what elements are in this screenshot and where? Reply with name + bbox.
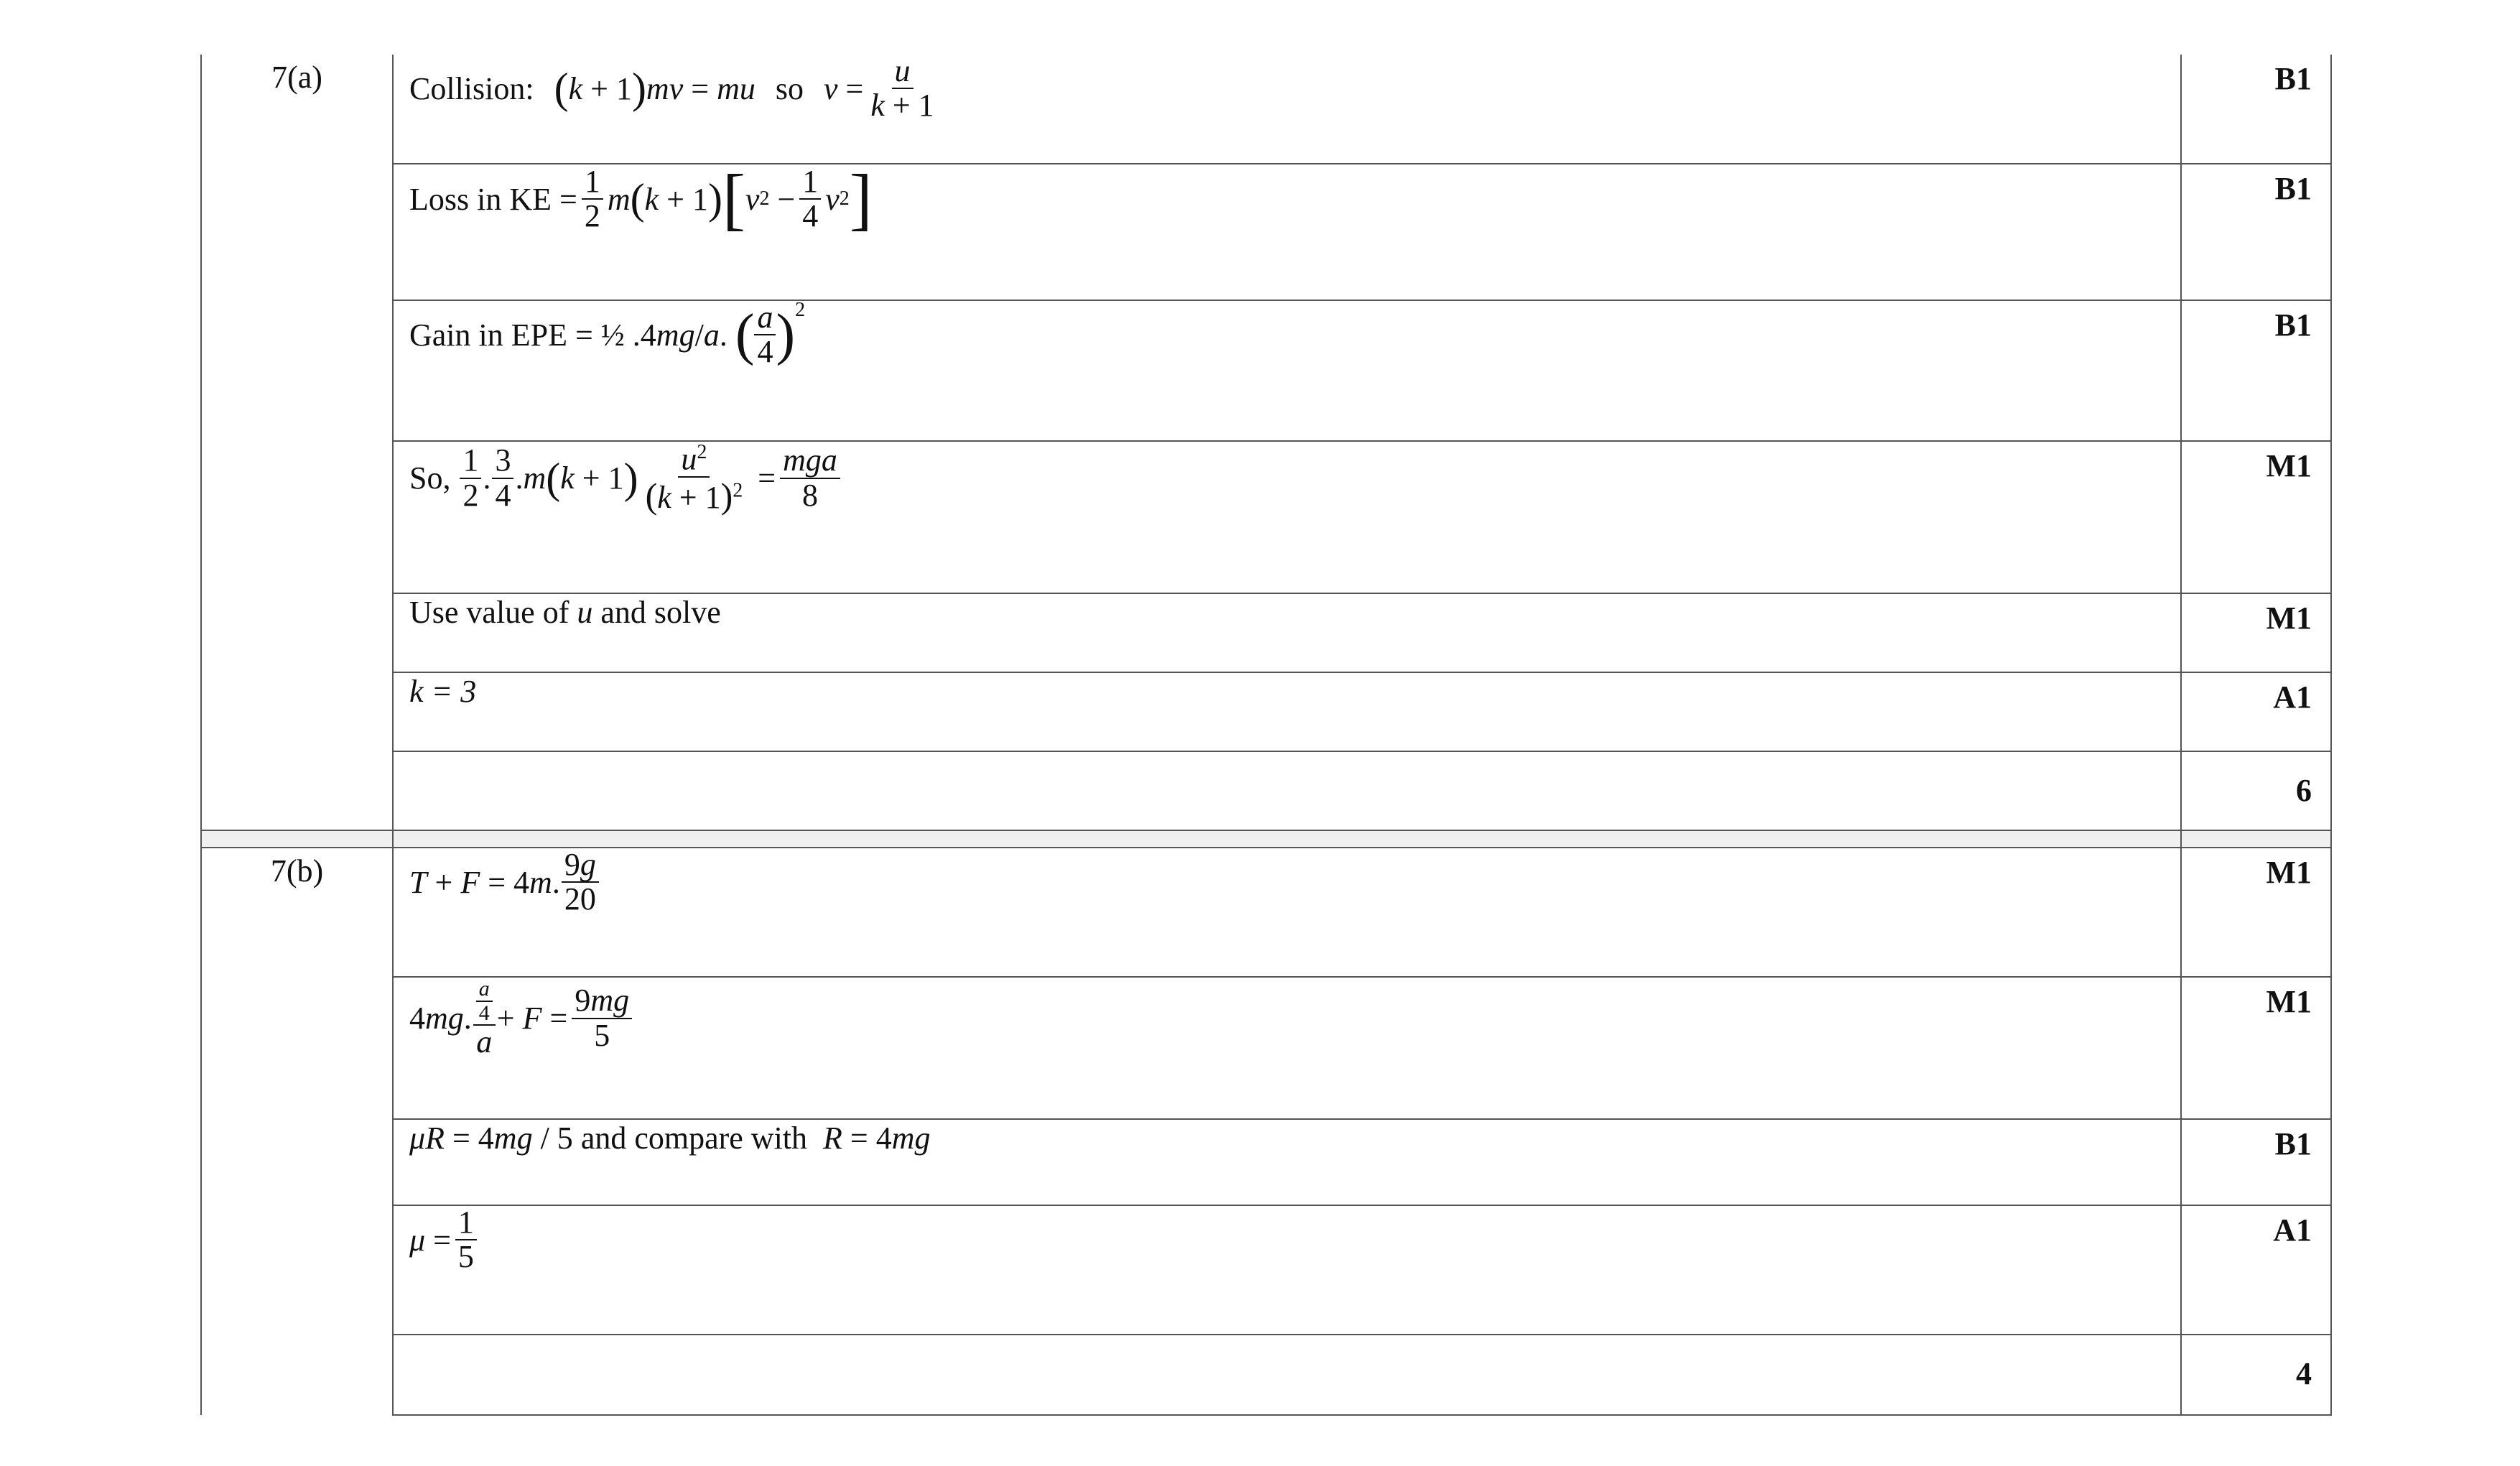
total-mark: 4 bbox=[2296, 1356, 2312, 1391]
mark-value: B1 bbox=[2274, 307, 2312, 343]
answer-cell bbox=[393, 848, 2181, 977]
question-cell-7b bbox=[201, 848, 393, 1415]
answer-mu: μ = $\frac{1}{5}$ bbox=[394, 1206, 2180, 1274]
mark-cell-total bbox=[2181, 1335, 2331, 1415]
mark-scheme-table bbox=[200, 55, 2332, 1416]
tension-equation: 4 mg . $\frac{\frac{a}{4}}{a}$ + F = $\frac{9mg}{5}$ bbox=[394, 978, 2180, 1059]
mark-value: A1 bbox=[2273, 679, 2312, 715]
mark-cell bbox=[2181, 848, 2331, 977]
mark-cell bbox=[2181, 593, 2331, 672]
answer-cell-empty bbox=[393, 1335, 2181, 1415]
answer-cell bbox=[393, 300, 2181, 441]
loss-ke-equation: Loss in KE = $\frac{1}{2}$ m ( k + 1 ) [ v 2 − $\frac{1}{4}$ v 2 ] bbox=[409, 160, 873, 237]
mark-value: M1 bbox=[2266, 984, 2312, 1019]
collision-equation: Collision: ( k + 1 ) mv = mu so v = $\frac{u}{k + 1}$ bbox=[409, 53, 934, 124]
question-label: 7(b) bbox=[270, 853, 324, 889]
answer-k: k = 3 bbox=[409, 674, 477, 709]
mark-cell bbox=[2181, 1205, 2331, 1335]
force-equation: T + F = 4 m . $\frac{9g}{20}$ bbox=[394, 848, 2180, 916]
mark-cell-total bbox=[2181, 751, 2331, 830]
answer-cell bbox=[393, 1119, 2181, 1205]
question-label: 7(a) bbox=[271, 60, 322, 95]
mark-value: M1 bbox=[2266, 448, 2312, 483]
mark-value: A1 bbox=[2273, 1212, 2312, 1248]
method-note: Use value of u and solve bbox=[409, 595, 721, 630]
answer-cell bbox=[393, 160, 2181, 300]
answer-cell bbox=[393, 977, 2181, 1119]
gain-epe-equation: Gain in EPE = ½ .4 mg / a . ( $\frac{a}{4}$ ) $^2$ bbox=[409, 299, 806, 370]
mark-cell bbox=[2181, 441, 2331, 593]
answer-cell bbox=[393, 55, 2181, 164]
answer-cell bbox=[393, 441, 2181, 593]
mark-value: B1 bbox=[2274, 171, 2312, 206]
answer-cell bbox=[393, 672, 2181, 751]
mark-cell bbox=[2181, 164, 2331, 300]
mark-cell bbox=[2181, 977, 2331, 1119]
section-separator bbox=[201, 830, 2331, 848]
mark-value: M1 bbox=[2266, 855, 2312, 890]
total-mark: 6 bbox=[2296, 773, 2312, 808]
mark-cell bbox=[2181, 1119, 2331, 1205]
mark-cell bbox=[2181, 55, 2331, 164]
question-cell-7a bbox=[201, 55, 393, 830]
answer-cell bbox=[393, 1205, 2181, 1335]
answer-cell bbox=[393, 593, 2181, 672]
mark-value: B1 bbox=[2274, 1126, 2312, 1161]
friction-comparison: μR = 4 mg / 5 and compare with R = 4 mg bbox=[409, 1121, 931, 1156]
mark-cell bbox=[2181, 300, 2331, 441]
mark-value: B1 bbox=[2274, 61, 2312, 96]
mark-value: M1 bbox=[2266, 600, 2312, 636]
mark-cell bbox=[2181, 672, 2331, 751]
energy-balance-equation: So, $\frac{1}{2}$ . $\frac{3}{4}$ . m ( k + 1 ) $\frac{u^2}{(k + 1)^2}$ = $\frac{\text{mga}}{8}$ bbox=[394, 442, 2180, 514]
answer-cell-empty bbox=[393, 751, 2181, 830]
